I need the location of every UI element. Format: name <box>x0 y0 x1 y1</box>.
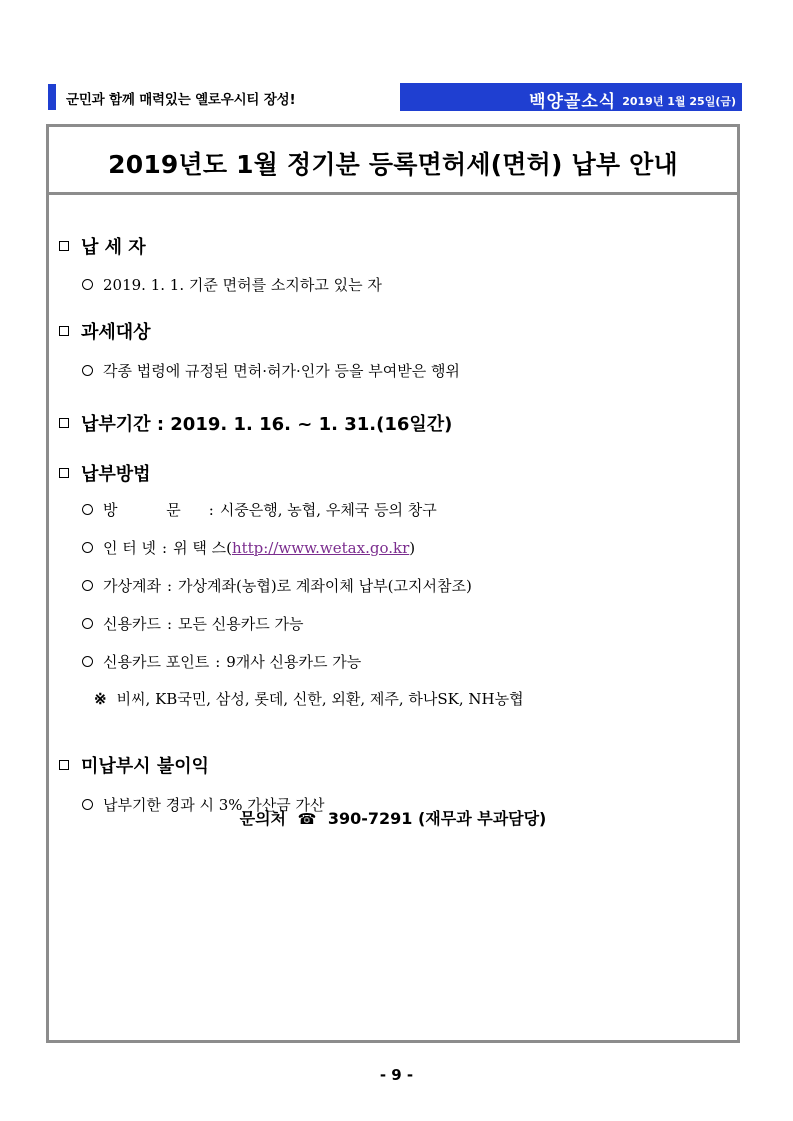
separator: : <box>166 576 173 595</box>
newsletter-badge <box>400 83 742 111</box>
newsletter-date: 2019년 1월 25일(금) <box>622 95 736 108</box>
contact-info <box>49 806 737 829</box>
section-subject-title <box>59 318 151 344</box>
contact-department: (재무과 부과담당) <box>417 809 547 828</box>
method-text-suffix: ) <box>409 538 416 557</box>
separator: : <box>215 652 221 671</box>
square-bullet-icon <box>59 468 69 478</box>
method-text: 모든 신용카드 가능 <box>178 615 304 633</box>
card-points-note <box>94 688 524 709</box>
section-period-label: 납부기간 : 2019. 1. 16. ~ 1. 31.(16일간) <box>81 414 453 435</box>
square-bullet-icon <box>59 418 69 428</box>
title-area <box>49 127 737 195</box>
circle-bullet-icon <box>82 542 93 553</box>
circle-bullet-icon <box>82 618 93 629</box>
square-bullet-icon <box>59 760 69 770</box>
note-text: 비씨, KB국민, 삼성, 롯데, 신한, 외환, 제주, 하나SK, NH농협 <box>116 690 524 708</box>
separator: : <box>162 538 168 557</box>
item-text: 2019. 1. 1. 기준 면허를 소지하고 있는 자 <box>103 276 382 294</box>
newsletter-title: 백양골소식 <box>529 92 617 112</box>
section-penalty-label: 미납부시 불이익 <box>81 756 209 777</box>
telephone-icon: ☎ <box>297 810 317 828</box>
method-label: 신용카드 <box>103 615 161 633</box>
item-text: 납부기한 경과 시 3% 가산금 가산 <box>103 796 325 814</box>
square-bullet-icon <box>59 326 69 336</box>
section-taxpayer-label: 납 세 자 <box>81 237 146 258</box>
method-text: 9개사 신용카드 가능 <box>226 653 362 671</box>
method-text: 시중은행, 농협, 우체국 등의 창구 <box>219 501 437 519</box>
page-number: - 9 - <box>379 1066 414 1084</box>
method-label: 인 터 넷 <box>103 539 157 557</box>
circle-bullet-icon <box>82 580 93 591</box>
circle-bullet-icon <box>82 504 93 515</box>
page-title: 2019년도 1월 정기분 등록면허세(면허) 납부 안내 <box>108 150 678 179</box>
square-bullet-icon <box>59 241 69 251</box>
section-methods-title <box>59 460 151 486</box>
section-taxpayer-title <box>59 233 146 259</box>
contact-phone: 390-7291 <box>327 809 413 828</box>
method-item-virtual-account <box>82 575 472 596</box>
list-item <box>82 360 460 381</box>
separator: : <box>208 500 214 519</box>
method-item-internet <box>82 537 415 558</box>
notice-frame <box>46 124 740 1043</box>
method-label: 신용카드 포인트 <box>103 653 210 671</box>
reference-mark: ※ <box>94 689 107 708</box>
header-slogan: 군민과 함께 매력있는 옐로우시티 장성! <box>66 92 296 108</box>
header-accent-bar <box>48 84 56 110</box>
method-text: 가상계좌(농협)로 계좌이체 납부(고지서참조) <box>178 577 472 595</box>
section-period-title <box>59 410 452 436</box>
list-item <box>82 274 382 295</box>
page-header <box>48 83 742 111</box>
method-label: 방 문 <box>103 501 203 519</box>
method-item-card-points <box>82 651 361 672</box>
contact-label: 문의처 <box>239 809 286 828</box>
method-text-prefix: 위 택 스( <box>173 539 232 557</box>
method-label: 가상계좌 <box>103 577 161 595</box>
section-subject-label: 과세대상 <box>81 322 151 343</box>
item-text: 각종 법령에 규정된 면허·허가·인가 등을 부여받은 행위 <box>103 362 460 380</box>
separator: : <box>166 614 173 633</box>
method-item-visit <box>82 499 437 520</box>
wetax-link[interactable]: http://www.wetax.go.kr <box>231 538 410 557</box>
circle-bullet-icon <box>82 656 93 667</box>
section-penalty-title <box>59 752 209 778</box>
circle-bullet-icon <box>82 365 93 376</box>
circle-bullet-icon <box>82 279 93 290</box>
method-item-credit-card <box>82 613 304 634</box>
section-methods-label: 납부방법 <box>81 464 151 485</box>
